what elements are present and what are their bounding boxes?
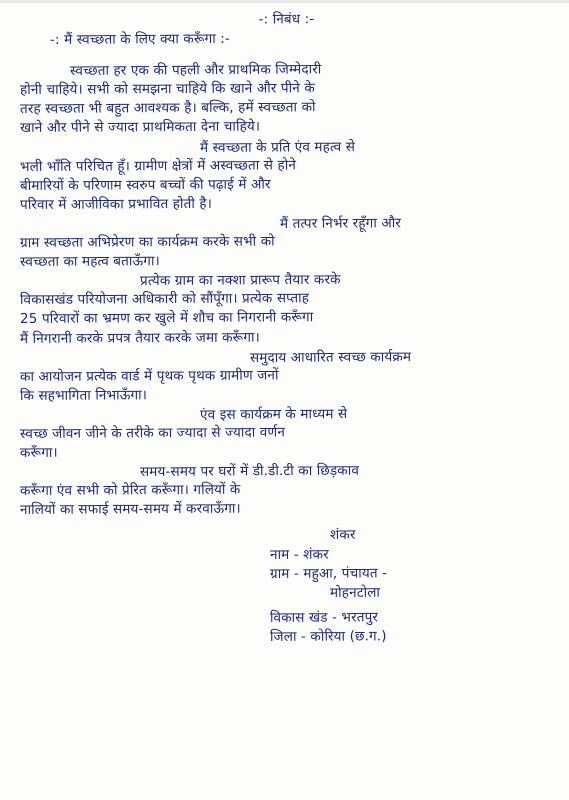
paragraph-2 bbox=[20, 139, 553, 215]
signature-name: नाम - शंकर bbox=[269, 546, 329, 563]
essay-line: करूँगा। bbox=[19, 444, 58, 462]
signature-village: ग्राम - महुआ, पंचायत - bbox=[269, 564, 388, 582]
essay-title: -: निबंध :- bbox=[258, 11, 315, 28]
signature-district: जिला - कोरिया (छ.ग.) bbox=[269, 628, 387, 645]
paragraph-1 bbox=[20, 62, 553, 138]
essay-line: खाने और पीने से ज्यादा प्राथमिकता देना चाहिये। bbox=[19, 119, 261, 137]
essay-line: स्वच्छता हर एक की पहली और प्राथमिक जिम्मेदारी bbox=[69, 61, 322, 80]
signature-panchayat: मोहनटोला bbox=[329, 584, 381, 601]
essay-line: एंव इस कार्यक्रम के माध्यम से bbox=[199, 405, 348, 423]
essay-line: मैं तत्पर निर्भर रहूँगा और bbox=[279, 215, 402, 232]
essay-line: परिवार में आजीविका प्रभावित होती है। bbox=[19, 195, 212, 213]
essay-line: मैं स्वच्छता के प्रति एंव महत्व से bbox=[199, 138, 356, 156]
signature-block-name: विकास खंड - भरतपुर bbox=[269, 609, 379, 626]
essay-line: मैं निगरानी करके प्रपत्र तैयार करके जमा करूँगा। bbox=[19, 329, 260, 347]
essay-line: प्रत्येक ग्राम का नक्शा प्रारूप तैयार करके bbox=[139, 271, 341, 290]
essay-line: होनी चाहिये। सभी को समझना चाहिये कि खाने और पीने के bbox=[19, 80, 315, 99]
essay-line: स्वच्छता का महत्व बताऊँगा। bbox=[19, 253, 160, 271]
paragraph-7 bbox=[20, 463, 553, 520]
paragraph-4 bbox=[20, 272, 553, 348]
paragraph-5 bbox=[20, 349, 553, 406]
paragraph-6 bbox=[20, 406, 553, 463]
essay-line: कि सहभागिता निभाऊँगा। bbox=[19, 387, 148, 404]
essay-line: नालियों का सफाई समय-समय में करवाऊँगा। bbox=[19, 500, 241, 519]
essay-line: समुदाय आधारित स्वच्छ कार्यक्रम bbox=[249, 348, 412, 366]
essay-line: समय-समय पर घरों में डी.डी.टी का छिड़काव bbox=[139, 462, 360, 481]
signature-salutation: शंकर bbox=[329, 527, 356, 544]
essay-line: विकासखंड परियोजना अधिकारी को सौंपूँगा। प्रत्येक सप्ताह bbox=[19, 290, 310, 309]
essay-line: स्वच्छ जीवन जीने के तरीके का ज्यादा से ज्यादा वर्णन bbox=[19, 424, 286, 442]
essay-line: का आयोजन प्रत्येक वार्ड में पृथक पृथक ग्रामीण जनों bbox=[19, 367, 279, 385]
essay-line: करूँगा एंव सभी को प्रेरित करूँगा। गलियों के bbox=[19, 481, 241, 500]
essay-subtitle: -: मैं स्वच्छता के लिए क्या करूँगा :- bbox=[49, 30, 230, 49]
essay-line: ग्राम स्वच्छता अभिप्रेरण का कार्यक्रम करके सभी को bbox=[19, 233, 275, 252]
paragraph-3 bbox=[20, 215, 553, 272]
essay-line: 25 परिवारों का भ्रमण कर खुले में शौच का निगरानी करूँगा bbox=[19, 309, 314, 328]
essay-line: बीमारियों के परिणाम स्वरुप बच्चों की पढ़ाई में और bbox=[19, 176, 271, 194]
essay-line: तरह स्वच्छता भी बहुत आवश्यक है। बल्कि, हमें स्वच्छता को bbox=[19, 99, 316, 118]
essay-line: भली भाँति परिचित हूँ। ग्रामीण क्षेत्रों में अस्वच्छता से होने bbox=[19, 156, 297, 175]
signature-block bbox=[20, 526, 553, 647]
